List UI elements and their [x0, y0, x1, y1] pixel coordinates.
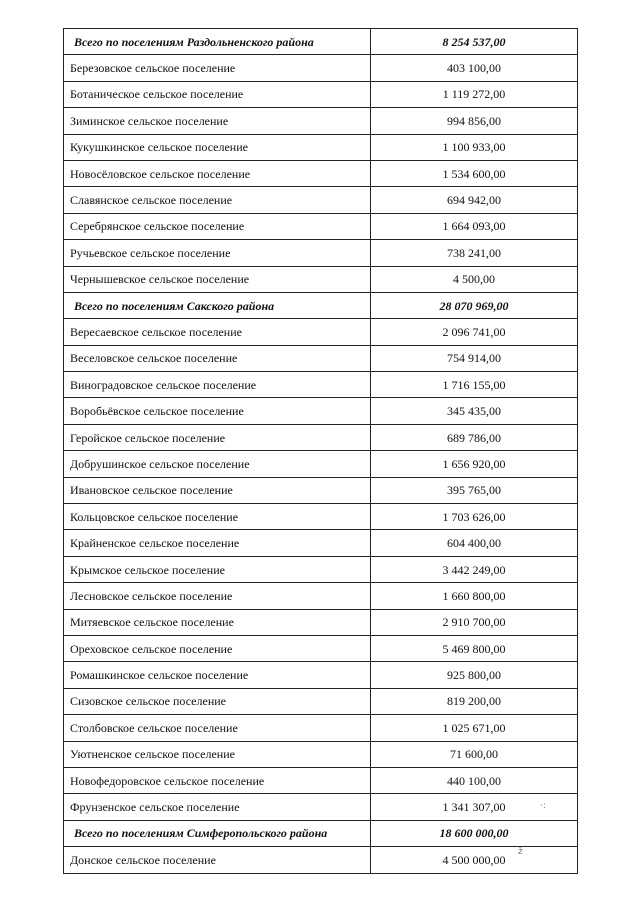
budget-table	[63, 28, 578, 874]
amount-cell: 994 856,00	[371, 108, 578, 134]
settlement-name-cell: Ботаническое сельское поселение	[64, 81, 371, 107]
amount-cell: 440 100,00	[371, 767, 578, 793]
table-row	[64, 477, 578, 503]
settlement-name-cell: Добрушинское сельское поселение	[64, 451, 371, 477]
table-row	[64, 187, 578, 213]
amount-cell: 403 100,00	[371, 55, 578, 81]
table-row	[64, 847, 578, 873]
table-row	[64, 266, 578, 292]
settlement-name-cell: Виноградовское сельское поселение	[64, 372, 371, 398]
settlement-name-cell: Ореховское сельское поселение	[64, 635, 371, 661]
amount-cell: 689 786,00	[371, 424, 578, 450]
amount-cell: 18 600 000,00	[371, 820, 578, 846]
amount-cell: 604 400,00	[371, 530, 578, 556]
settlement-name-cell: Славянское сельское поселение	[64, 187, 371, 213]
amount-cell: 1 025 671,00	[371, 715, 578, 741]
table-row	[64, 688, 578, 714]
amount-cell: 1 534 600,00	[371, 160, 578, 186]
table-row	[64, 556, 578, 582]
settlement-name-cell: Кукушкинское сельское поселение	[64, 134, 371, 160]
table-row	[64, 372, 578, 398]
table-row	[64, 715, 578, 741]
settlement-name-cell: Лесновское сельское поселение	[64, 583, 371, 609]
amount-cell: 1 660 800,00	[371, 583, 578, 609]
table-row	[64, 741, 578, 767]
amount-cell: 345 435,00	[371, 398, 578, 424]
table-row	[64, 240, 578, 266]
settlement-name-cell: Вересаевское сельское поселение	[64, 319, 371, 345]
table-row-total	[64, 29, 578, 55]
settlement-name-cell: Сизовское сельское поселение	[64, 688, 371, 714]
amount-cell: 4 500 000,00	[371, 847, 578, 873]
amount-cell: 1 716 155,00	[371, 372, 578, 398]
amount-cell: 819 200,00	[371, 688, 578, 714]
amount-cell: 4 500,00	[371, 266, 578, 292]
settlement-name-cell: Березовское сельское поселение	[64, 55, 371, 81]
table-row	[64, 398, 578, 424]
settlement-name-cell: Крымское сельское поселение	[64, 556, 371, 582]
amount-cell: 694 942,00	[371, 187, 578, 213]
settlement-name-cell: Веселовское сельское поселение	[64, 345, 371, 371]
settlement-name-cell: Серебрянское сельское поселение	[64, 213, 371, 239]
amount-cell: 395 765,00	[371, 477, 578, 503]
settlement-name-cell: Новосёловское сельское поселение	[64, 160, 371, 186]
settlement-name-cell: Ивановское сельское поселение	[64, 477, 371, 503]
table-row-total	[64, 820, 578, 846]
scan-mark: ·:	[540, 801, 546, 811]
settlement-name-cell: Фрунзенское сельское поселение	[64, 794, 371, 820]
table-row	[64, 767, 578, 793]
amount-cell: 925 800,00	[371, 662, 578, 688]
amount-cell: 3 442 249,00	[371, 556, 578, 582]
amount-cell: 1 119 272,00	[371, 81, 578, 107]
table-row	[64, 81, 578, 107]
table-row	[64, 635, 578, 661]
settlement-name-cell: Столбовское сельское поселение	[64, 715, 371, 741]
table-row	[64, 424, 578, 450]
settlement-name-cell: Уютненское сельское поселение	[64, 741, 371, 767]
table-row	[64, 345, 578, 371]
table-row	[64, 662, 578, 688]
settlement-name-cell: Зиминское сельское поселение	[64, 108, 371, 134]
table-row	[64, 134, 578, 160]
settlement-name-cell: Ручьевское сельское поселение	[64, 240, 371, 266]
amount-cell: 1 100 933,00	[371, 134, 578, 160]
settlement-name-cell: Новофедоровское сельское поселение	[64, 767, 371, 793]
settlement-name-cell: Всего по поселениям Симферопольского района	[64, 820, 371, 846]
amount-cell: 1 341 307,00	[371, 794, 578, 820]
amount-cell: 71 600,00	[371, 741, 578, 767]
settlement-name-cell: Крайненское сельское поселение	[64, 530, 371, 556]
amount-cell: 8 254 537,00	[371, 29, 578, 55]
table-row	[64, 160, 578, 186]
scan-mark: ž	[518, 847, 523, 857]
table-row	[64, 583, 578, 609]
table-row-total	[64, 292, 578, 318]
amount-cell: 1 656 920,00	[371, 451, 578, 477]
settlement-name-cell: Воробьёвское сельское поселение	[64, 398, 371, 424]
amount-cell: 754 914,00	[371, 345, 578, 371]
amount-cell: 1 703 626,00	[371, 504, 578, 530]
settlement-name-cell: Геройское сельское поселение	[64, 424, 371, 450]
settlement-name-cell: Кольцовское сельское поселение	[64, 504, 371, 530]
settlement-name-cell: Митяевское сельское поселение	[64, 609, 371, 635]
settlement-name-cell: Чернышевское сельское поселение	[64, 266, 371, 292]
amount-cell: 5 469 800,00	[371, 635, 578, 661]
amount-cell: 738 241,00	[371, 240, 578, 266]
table-row	[64, 530, 578, 556]
table-row	[64, 319, 578, 345]
amount-cell: 1 664 093,00	[371, 213, 578, 239]
table-row	[64, 504, 578, 530]
amount-cell: 28 070 969,00	[371, 292, 578, 318]
table-row	[64, 794, 578, 820]
settlement-name-cell: Донское сельское поселение	[64, 847, 371, 873]
settlement-name-cell: Всего по поселениям Раздольненского района	[64, 29, 371, 55]
table-row	[64, 213, 578, 239]
amount-cell: 2 096 741,00	[371, 319, 578, 345]
settlement-name-cell: Ромашкинское сельское поселение	[64, 662, 371, 688]
table-row	[64, 55, 578, 81]
table-row	[64, 609, 578, 635]
table-row	[64, 108, 578, 134]
table-row	[64, 451, 578, 477]
settlement-name-cell: Всего по поселениям Сакского района	[64, 292, 371, 318]
amount-cell: 2 910 700,00	[371, 609, 578, 635]
